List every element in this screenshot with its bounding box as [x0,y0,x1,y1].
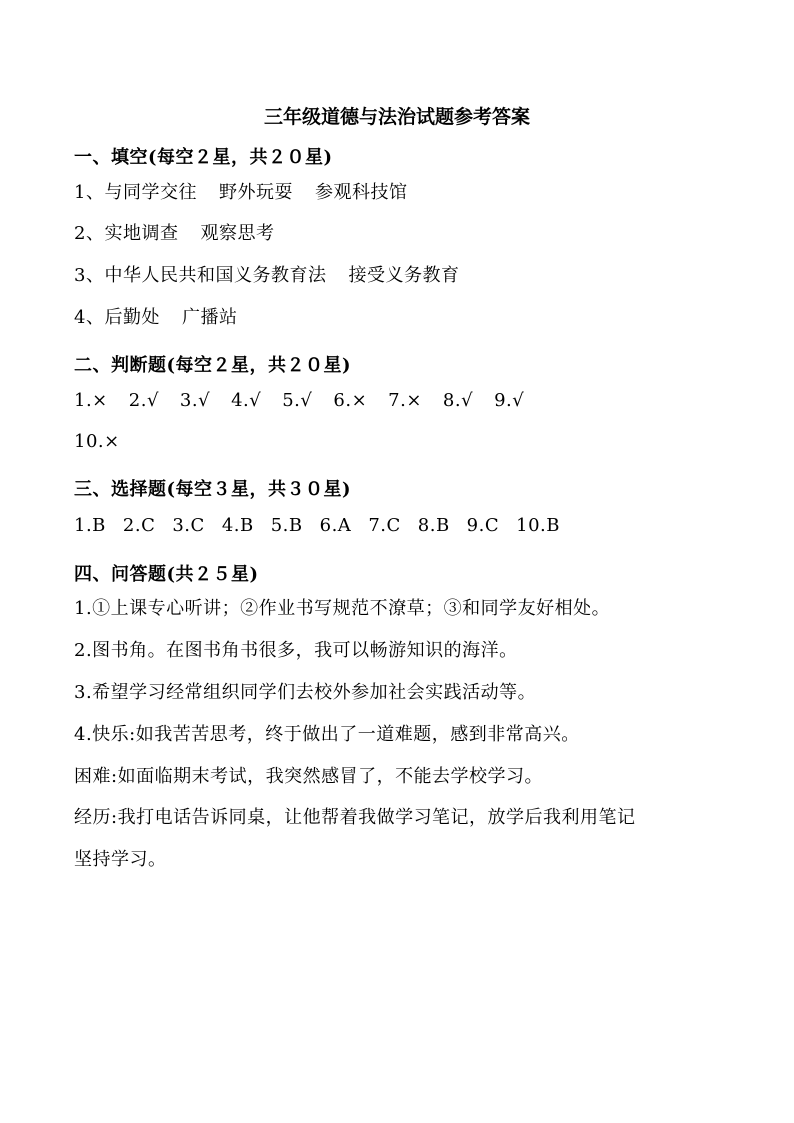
qa-answer-2: 2.图书角。在图书角书很多，我可以畅游知识的海洋。 [74,640,518,661]
answer-text: 广播站 [181,307,238,328]
choice-answer: 5.B [270,515,303,536]
section-2-answers-row-2: 10.× [74,431,120,452]
section-2-answers-row-1 [74,385,754,417]
answer-text: 野外玩耍 [218,182,293,203]
section-1-heading: 一、填空(每空２星，共２０星) [74,147,333,168]
judgment-answer: 5.√ [282,390,313,411]
qa-answer-4: 4.快乐:如我苦苦思考，终于做出了一道难题，感到非常高兴。 [74,724,580,745]
section-1-line-4 [74,302,754,334]
answer-text: 4、后勤处 [74,307,160,328]
choice-answer: 8.B [417,515,450,536]
answer-text: 观察思考 [200,223,275,244]
judgment-answer: 9.√ [494,390,525,411]
section-2-heading: 二、判断题(每空２星，共２０星) [74,355,352,376]
choice-answer: 3.C [172,515,205,536]
section-1-line-3 [74,260,754,292]
qa-answer-3: 3.希望学习经常组织同学们去校外参加社会实践活动等。 [74,682,537,703]
section-3-answers [74,510,754,542]
judgment-answer: 1.× [74,390,108,411]
answer-text: 参观科技馆 [314,182,408,203]
answer-text: 1、与同学交往 [74,182,197,203]
answer-text: 2、实地调查 [74,223,179,244]
answer-text: 接受义务教育 [348,265,460,286]
judgment-answer: 3.√ [179,390,211,411]
page-title: 三年级道德与法治试题参考答案 [263,106,530,128]
choice-answer: 10.B [516,515,560,536]
answer-text: 3、中华人民共和国义务教育法 [74,265,327,286]
section-1-line-2 [74,218,754,250]
choice-answer: 4.B [221,515,254,536]
qa-answer-1: 1.①上课专心听讲；②作业书写规范不潦草；③和同学友好相处。 [74,598,611,619]
section-4-heading: 四、问答题(共２５星) [74,564,259,585]
section-3-heading: 三、选择题(每空３星，共３０星) [74,479,352,500]
judgment-answer: 7.× [388,390,422,411]
qa-answer-4-experience-cont: 坚持学习。 [74,849,167,870]
section-1-line-1 [74,177,754,209]
choice-answer: 6.A [319,515,352,536]
choice-answer: 9.C [466,515,500,536]
choice-answer: 1.B [74,515,106,536]
judgment-answer: 2.√ [128,390,159,411]
judgment-answer: 6.× [333,390,368,411]
judgment-answer: 4.√ [231,390,262,411]
judgment-answer: 8.√ [442,390,474,411]
qa-answer-4-difficulty: 困难:如面临期末考试，我突然感冒了，不能去学校学习。 [74,766,544,787]
choice-answer: 7.C [368,515,401,536]
qa-answer-4-experience: 经历:我打电话告诉同桌，让他帮着我做学习笔记，放学后我利用笔记 [74,807,636,828]
choice-answer: 2.C [122,515,156,536]
